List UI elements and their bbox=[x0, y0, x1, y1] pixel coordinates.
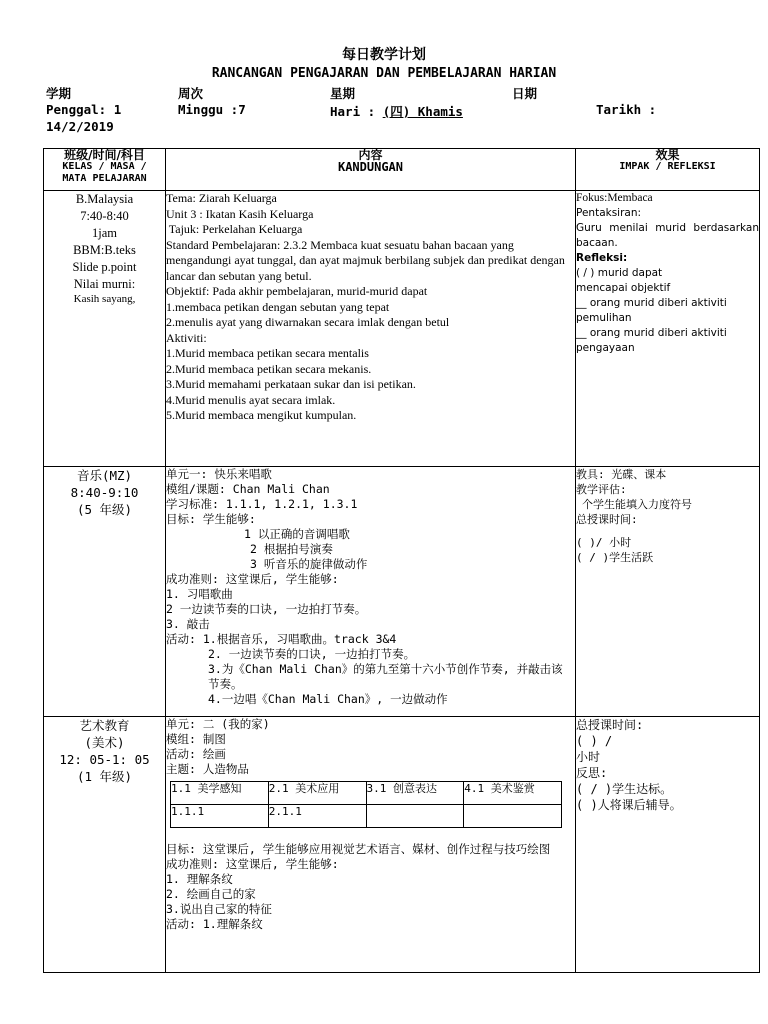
lesson-plan-table bbox=[43, 148, 760, 973]
day-label: Hari : (四) Khamis bbox=[330, 104, 463, 119]
row2-reflection-cell: 教具: 光碟、课本 教学评估: 个学生能填入力度符号 总授课时间: ( )/ 小时 ( / )学生活跃 bbox=[576, 467, 760, 717]
date-value: 14/2/2019 bbox=[46, 119, 114, 134]
table-row bbox=[44, 467, 760, 717]
table-header-row bbox=[44, 149, 760, 191]
row3-content-cell: 单元: 二 (我的家) 模组: 制图 活动: 绘画 主题: 人造物品 1.1 美学感知 2.1 美术应用 3.1 创意表达 4.1 美术鉴赏 1.1.1 2.1.1 目标: 这堂课后, 学生能够应用视觉艺术语言、媒材、创作过程与技巧绘图 成功准则: 这堂课后, 学生能够: 1. 理解条纹 2. 绘画自己的家 3.说出自己家的特征 活动: 1.理解条纹 bbox=[166, 717, 576, 973]
week-cn-label: 周次 bbox=[178, 86, 204, 101]
art-standard-cell: 3.1 创意表达 bbox=[366, 782, 464, 805]
row2-content-cell: 单元一: 快乐来唱歌 模组/课题: Chan Mali Chan 学习标准: 1.1.1, 1.2.1, 1.3.1 目标: 学生能够: 1 以正确的音调唱歌 2 根据拍号演奏 3 听音乐的旋律做动作 成功准则: 这堂课后, 学生能够: 1. 习唱歌曲 2 一边读节奏的口诀, 一边拍打节奏。 3. 敲击 活动: 1.根据音乐, 习唱歌曲。track 3&4 2. 一边读节奏的口诀, 一边拍打节奏。 3.为《Chan Mali Chan》的第九至第十六小节创作节奏, 并敲击该节奏。 4.一边唱《Chan Mali Chan》, 一边做动作 bbox=[166, 467, 576, 717]
row1-content-cell: Tema: Ziarah Keluarga Unit 3 : Ikatan Kasih Keluarga Tajuk: Perkelahan Keluarga Standard Pembelajaran: 2.3.2 Membaca kuat sesuatu bahan bacaan yang mengandungi ayat tunggal, dan ayat majmuk berbilang subjek dan predikat dengan lancar dan sebutan yang betul. Objektif: Pada akhir pembelajaran, murid-murid dapat 1.membaca petikan dengan sebutan yang tepat 2.menulis ayat yang diwarnakan secara imlak dengan betul Aktiviti: 1.Murid membaca petikan secara mentalis 2.Murid membaca petikan secara mekanis. 3.Murid memahami perkataan sukar dan isi petikan. 4.Murid menulis ayat secara imlak. 5.Murid membaca mengikut kumpulan. bbox=[166, 191, 576, 467]
col-header-content: 内容 KANDUNGAN bbox=[166, 149, 576, 191]
date-cn-label: 日期 bbox=[512, 86, 538, 101]
page-title-my: RANCANGAN PENGAJARAN DAN PEMBELAJARAN HARIAN bbox=[211, 66, 557, 81]
row3-class-cell: 艺术教育 (美术) 12: 05-1: 05 (1 年级) bbox=[44, 717, 166, 973]
page-title-cn: 每日教学计划 bbox=[342, 47, 426, 63]
row1-class-cell: B.Malaysia 7:40-8:40 1jam BBM:B.teks Slide p.point Nilai murni: Kasih sayang, bbox=[44, 191, 166, 467]
art-standard-cell: 1.1 美学感知 bbox=[171, 782, 269, 805]
day-value: (四) Khamis bbox=[382, 104, 463, 119]
table-row bbox=[44, 191, 760, 467]
week-label: Minggu :7 bbox=[178, 102, 246, 117]
art-standard-cell: 2.1.1 bbox=[268, 805, 366, 828]
art-standard-cell bbox=[464, 805, 562, 828]
row1-reflection-cell: Fokus:Membaca Pentaksiran: Guru menilai murid berdasarkan bacaan. Refleksi: ( / ) murid dapat mencapai objektif __ orang murid diberi aktiviti pemulihan __ orang murid diberi aktiviti pengayaan bbox=[576, 191, 760, 467]
table-row bbox=[44, 717, 760, 973]
col-header-impact: 效果 IMPAK / REFLEKSI bbox=[576, 149, 760, 191]
date-label: Tarikh : bbox=[596, 102, 657, 117]
art-standard-cell: 4.1 美术鉴赏 bbox=[464, 782, 562, 805]
row3-reflection-cell: 总授课时间: ( ) / 小时 反思: ( / )学生达标。 ( )人将课后辅导。 bbox=[576, 717, 760, 973]
term-label: Penggal: 1 bbox=[46, 102, 122, 117]
row2-class-cell: 音乐(MZ) 8:40-9:10 (5 年级) bbox=[44, 467, 166, 717]
art-standards-table bbox=[170, 781, 562, 828]
col-header-class: 班级/时间/科目 KELAS / MASA / MATA PELAJARAN bbox=[44, 149, 166, 191]
art-standard-cell bbox=[366, 805, 464, 828]
day-cn-label: 星期 bbox=[330, 86, 356, 101]
art-standard-cell: 2.1 美术应用 bbox=[268, 782, 366, 805]
term-cn-label: 学期 bbox=[46, 86, 72, 101]
art-standard-cell: 1.1.1 bbox=[171, 805, 269, 828]
